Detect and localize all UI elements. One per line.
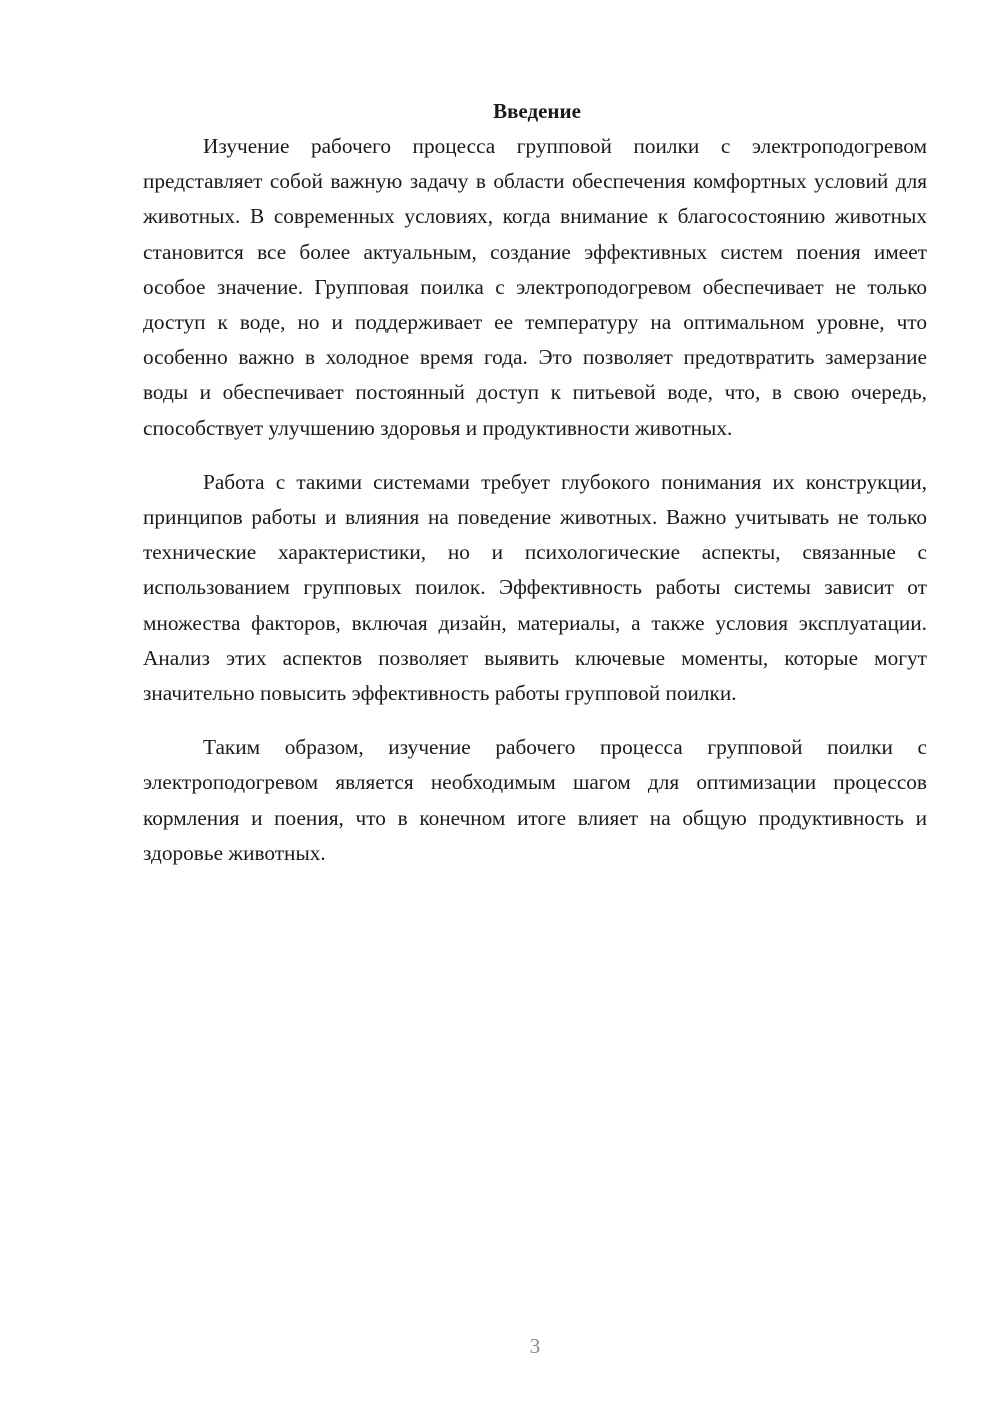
paragraph-3: Таким образом, изучение рабочего процесса групповой поилки с электроподогревом является необходимым шагом для оптимизации процессов кормления и поения, что в конечном итоге влияет на общую продуктивность и здоровье животных. bbox=[143, 735, 927, 865]
section-heading: Введение bbox=[493, 99, 581, 123]
page-content bbox=[143, 94, 927, 871]
paragraph-2: Работа с такими системами требует глубокого понимания их конструкции, принципов работы и влияния на поведение животных. Важно учитывать не только технические характеристики, но и психологические аспекты, связанные с использованием групповых поилок. Эффективность работы системы зависит от множества факторов, включая дизайн, материалы, а также условия эксплуатации. Анализ этих аспектов позволяет выявить ключевые моменты, которые могут значительно повысить эффективность работы групповой поилки. bbox=[143, 469, 927, 706]
page-number: 3 bbox=[529, 1334, 541, 1358]
paragraph-1: Изучение рабочего процесса групповой поилки с электроподогревом представляет собой важную задачу в области обеспечения комфортных условий для животных. В современных условиях, когда внимание к благосостоянию животных становится все более актуальным, создание эффективных систем поения имеет особое значение. Групповая поилка с электроподогревом обеспечивает не только доступ к воде, но и поддерживает ее температуру на оптимальном уровне, что особенно важно в холодное время года. Это позволяет предотвратить замерзание воды и обеспечивает постоянный доступ к питьевой воде, что, в свою очередь, способствует улучшению здоровья и продуктивности животных. bbox=[143, 134, 927, 440]
